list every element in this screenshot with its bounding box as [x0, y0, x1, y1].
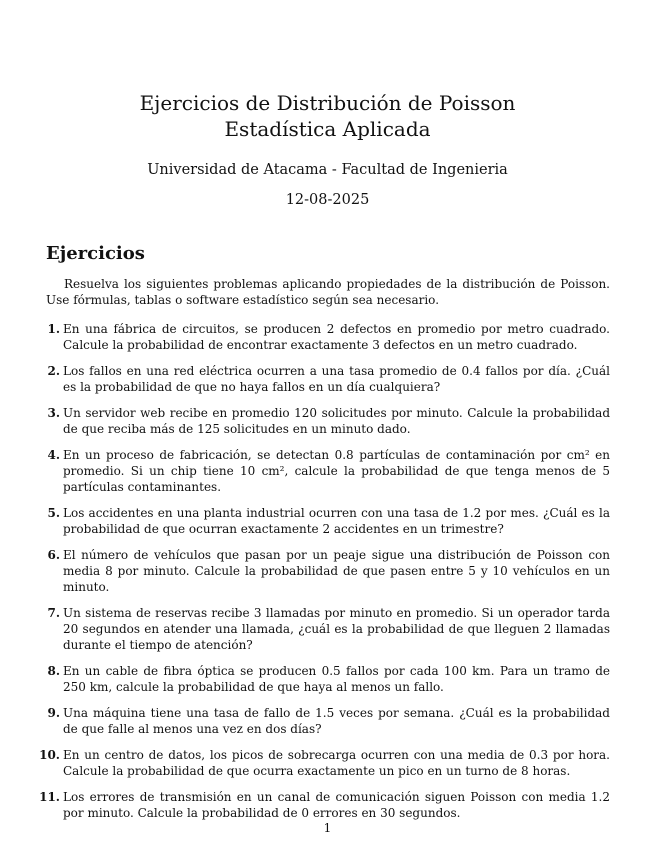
exercise-item-4 [46, 447, 610, 495]
exercise-text: El número de vehículos que pasan por un peaje sigue una distribución de Poisson con media 8 por minuto. Calcule la probabilidad de que pasen entre 5 y 10 vehículos en un minuto. [63, 548, 610, 594]
page-number: 1 [323, 821, 332, 835]
exercise-item-10 [39, 747, 610, 779]
exercise-text: Un servidor web recibe en promedio 120 solicitudes por minuto. Calcule la probabilidad de que reciba más de 125 solicitudes en un minuto dado. [63, 406, 610, 436]
exercise-number: 4. [47, 448, 60, 462]
exercise-number: 7. [47, 606, 60, 620]
exercise-item-6 [46, 547, 610, 595]
exercise-number: 6. [47, 548, 60, 562]
exercise-number: 8. [47, 664, 60, 678]
document-title: Ejercicios de Distribución de Poisson [139, 91, 516, 115]
exercise-text: En un centro de datos, los picos de sobrecarga ocurren con una media de 0.3 por hora. Calcule la probabilidad de que ocurra exactamente un pico en un turno de 8 horas. [63, 748, 610, 778]
exercise-text: Los accidentes en una planta industrial ocurren con una tasa de 1.2 por mes. ¿Cuál es la probabilidad de que ocurran exactamente 2 accidentes en un trimestre? [63, 506, 610, 536]
author-affiliation: Universidad de Atacama - Facultad de Ingenieria [147, 162, 508, 178]
exercise-text: Los fallos en una red eléctrica ocurren a una tasa promedio de 0.4 fallos por día. ¿Cuál es la probabilidad de que no haya fallos en un día cualquiera? [63, 364, 610, 394]
exercise-text: En una fábrica de circuitos, se producen 2 defectos en promedio por metro cuadrado. Calcule la probabilidad de encontrar exactamente 3 defectos en un metro cuadrado. [63, 322, 610, 352]
exercise-text: En un cable de fibra óptica se producen 0.5 fallos por cada 100 km. Para un tramo de 250 km, calcule la probabilidad de que haya al menos un fallo. [63, 664, 610, 694]
exercise-item-2 [46, 363, 610, 395]
exercise-list [39, 321, 610, 831]
exercise-number: 5. [47, 506, 60, 520]
section-heading: Ejercicios [46, 243, 145, 264]
document-date: 12-08-2025 [285, 192, 370, 208]
exercise-item-9 [46, 705, 610, 737]
intro-paragraph: Resuelva los siguientes problemas aplicando propiedades de la distribución de Poisson. Use fórmulas, tablas o software estadístico según sea necesario. [46, 277, 610, 307]
exercise-item-5 [46, 505, 610, 537]
document-subtitle: Estadística Aplicada [224, 117, 431, 141]
exercise-number: 3. [47, 406, 60, 420]
exercise-item-7 [46, 605, 610, 653]
exercise-item-11 [39, 789, 610, 821]
exercise-number: 2. [47, 364, 60, 378]
exercise-item-8 [46, 663, 610, 695]
exercise-number: 1. [47, 322, 60, 336]
exercise-number: 9. [47, 706, 60, 720]
exercise-item-3 [46, 405, 610, 437]
exercise-text: Un sistema de reservas recibe 3 llamadas por minuto en promedio. Si un operador tarda 20 segundos en atender una llamada, ¿cuál es la probabilidad de que lleguen 2 llamadas durante el tiempo de atención? [63, 606, 610, 652]
exercise-item-1 [46, 321, 610, 353]
exercise-number: 11. [39, 790, 60, 804]
exercise-text: En un proceso de fabricación, se detectan 0.8 partículas de contaminación por cm² en promedio. Si un chip tiene 10 cm², calcule la probabilidad de que tenga menos de 5 partículas contaminantes. [63, 448, 610, 494]
exercise-text: Los errores de transmisión en un canal de comunicación siguen Poisson con media 1.2 por minuto. Calcule la probabilidad de 0 errores en 30 segundos. [63, 790, 610, 820]
exercise-text: Una máquina tiene una tasa de fallo de 1.5 veces por semana. ¿Cuál es la probabilidad de que falle al menos una vez en dos días? [63, 706, 610, 736]
title-block [0, 90, 655, 142]
exercise-number: 10. [39, 748, 60, 762]
